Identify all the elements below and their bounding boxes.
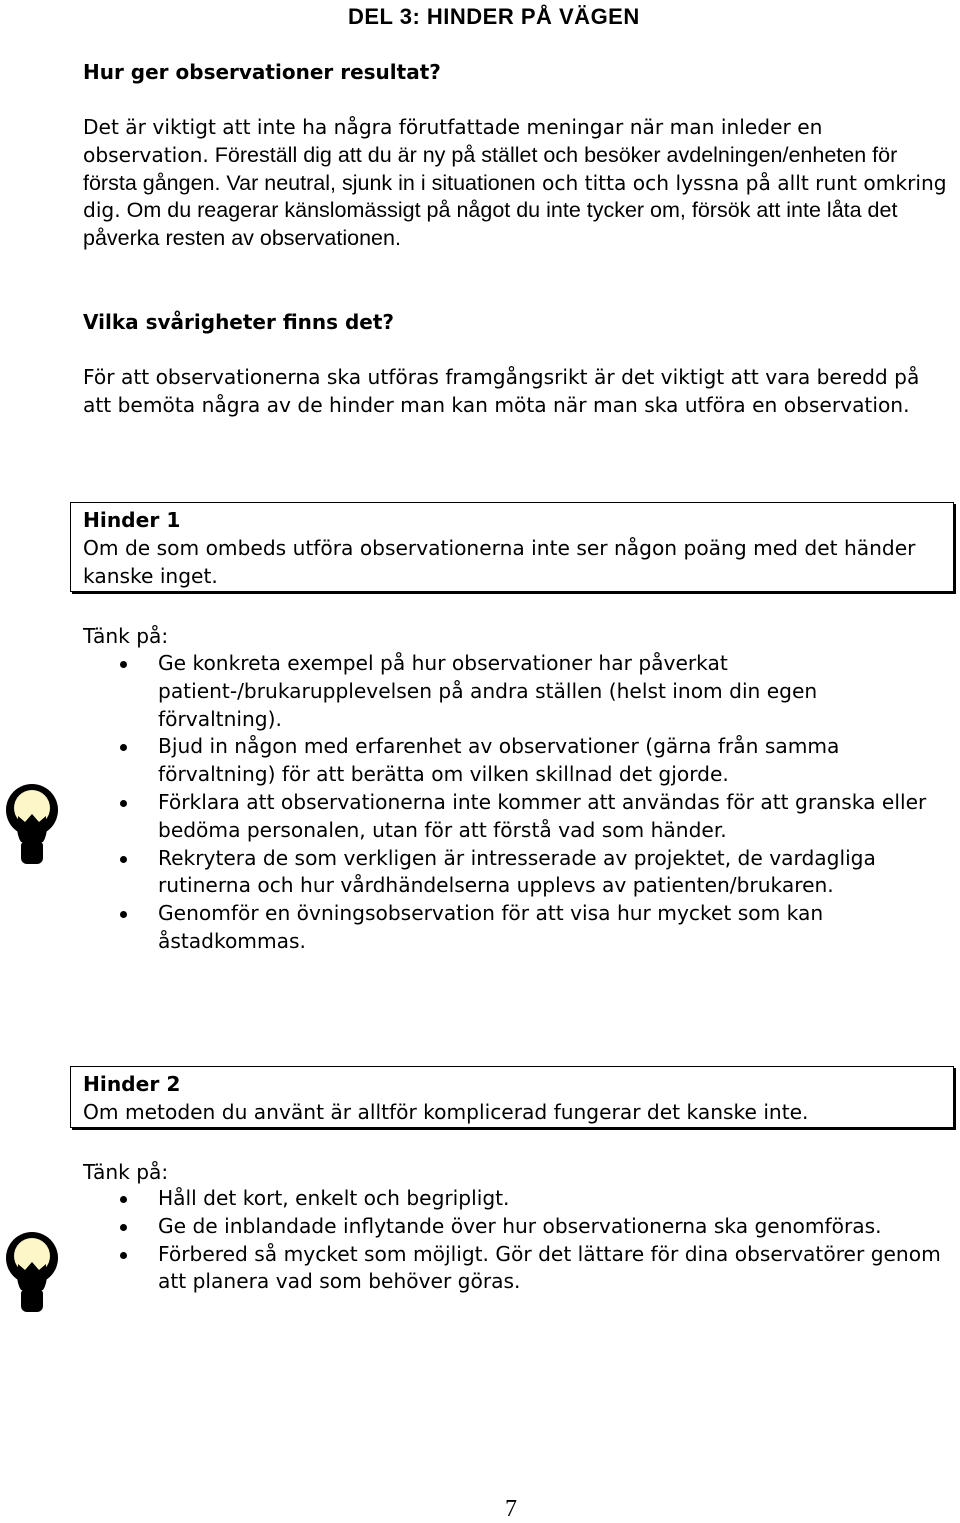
obstacle-2-box bbox=[70, 1066, 954, 1128]
list-item-text: Ge konkreta exempel på hur observationer har påverkat patient-/brukarupplevelsen på andra ställen (helst inom din egen förvaltning). bbox=[158, 651, 818, 731]
list-item bbox=[83, 789, 943, 845]
bullet-icon bbox=[120, 744, 127, 751]
list-item-text: Förbered så mycket som möjligt. Gör det lättare för dina observatörer genom att planera vad som behöver göras. bbox=[158, 1241, 941, 1294]
bullet-icon bbox=[120, 1196, 127, 1203]
obstacle-1-text: Om de som ombeds utföra observationerna inte ser någon poäng med det händer kanske inget. bbox=[83, 535, 916, 588]
list-item-text: Bjud in någon med erfarenhet av observationer (gärna från samma förvaltning) för att berätta om vilken skillnad det gjorde. bbox=[158, 734, 840, 787]
section-title: DEL 3: HINDER PÅ VÄGEN bbox=[348, 4, 640, 29]
intro-text-start: Det är viktigt att inte ha några förutfattade meningar när man inleder en observation. bbox=[83, 115, 823, 167]
lightbulb-icon bbox=[3, 1228, 61, 1318]
list-item bbox=[83, 845, 943, 901]
bullet-icon bbox=[120, 1224, 127, 1231]
intro-heading: Hur ger observationer resultat? bbox=[83, 60, 441, 84]
list-item-text: Genomför en övningsobservation för att visa hur mycket som kan åstadkommas. bbox=[158, 901, 824, 953]
list-item bbox=[83, 650, 943, 733]
list-item bbox=[83, 1213, 943, 1241]
bullet-icon bbox=[120, 800, 127, 807]
difficulties-heading: Vilka svårigheter finns det? bbox=[83, 310, 395, 334]
page-number: 7 bbox=[505, 1496, 517, 1522]
list-item bbox=[83, 733, 943, 789]
list-item-text: Rekrytera de som verkligen är intresserade av projektet, de vardagliga rutinerna och hur vårdhändelserna upplevs av patienten/brukaren. bbox=[158, 845, 876, 898]
list-item bbox=[83, 1241, 943, 1297]
intro-paragraph bbox=[83, 114, 953, 253]
difficulties-paragraph: För att observationerna ska utföras framgångsrikt är det viktigt att vara beredd på att bemöta några av de hinder man kan möta när man ska utföra en observation. bbox=[83, 365, 920, 417]
obstacle-2-list bbox=[83, 1185, 943, 1296]
list-item-text: Ge de inblandade inflytande över hur observationerna ska genomföras. bbox=[158, 1213, 882, 1238]
bullet-icon bbox=[120, 911, 127, 918]
bullet-icon bbox=[120, 856, 127, 863]
list-item bbox=[83, 900, 943, 956]
obstacle-2-think-label: Tänk på: bbox=[83, 1160, 169, 1184]
intro-text-tail: Om du reagerar känslomässigt på något du inte tycker om, försök att inte låta det påverka resten av observationen. bbox=[83, 198, 898, 251]
obstacle-2-title: Hinder 2 bbox=[83, 1072, 181, 1096]
list-item-text: Förklara att observationerna inte kommer att användas för att granska eller bedöma personalen, utan för att förstå vad som händer. bbox=[158, 789, 927, 842]
intro-text-end: och titta och lyssna på allt runt omkring dig. bbox=[83, 170, 947, 223]
obstacle-1-list bbox=[83, 650, 943, 956]
list-item-text: Håll det kort, enkelt och begripligt. bbox=[158, 1186, 510, 1210]
bullet-icon bbox=[120, 661, 127, 668]
obstacle-1-box bbox=[70, 502, 954, 592]
obstacle-2-text: Om metoden du använt är alltför komplicerad fungerar det kanske inte. bbox=[83, 1099, 809, 1124]
lightbulb-icon bbox=[3, 780, 61, 870]
intro-text-mid: Föreställ dig att du är ny på stället och besöker avdelningen/enheten för första gången. Var neutral, sjunk in i situationen bbox=[83, 142, 898, 195]
obstacle-1-title: Hinder 1 bbox=[83, 508, 181, 532]
bullet-icon bbox=[120, 1252, 127, 1259]
obstacle-1-think-label: Tänk på: bbox=[83, 624, 169, 648]
list-item bbox=[83, 1185, 943, 1213]
